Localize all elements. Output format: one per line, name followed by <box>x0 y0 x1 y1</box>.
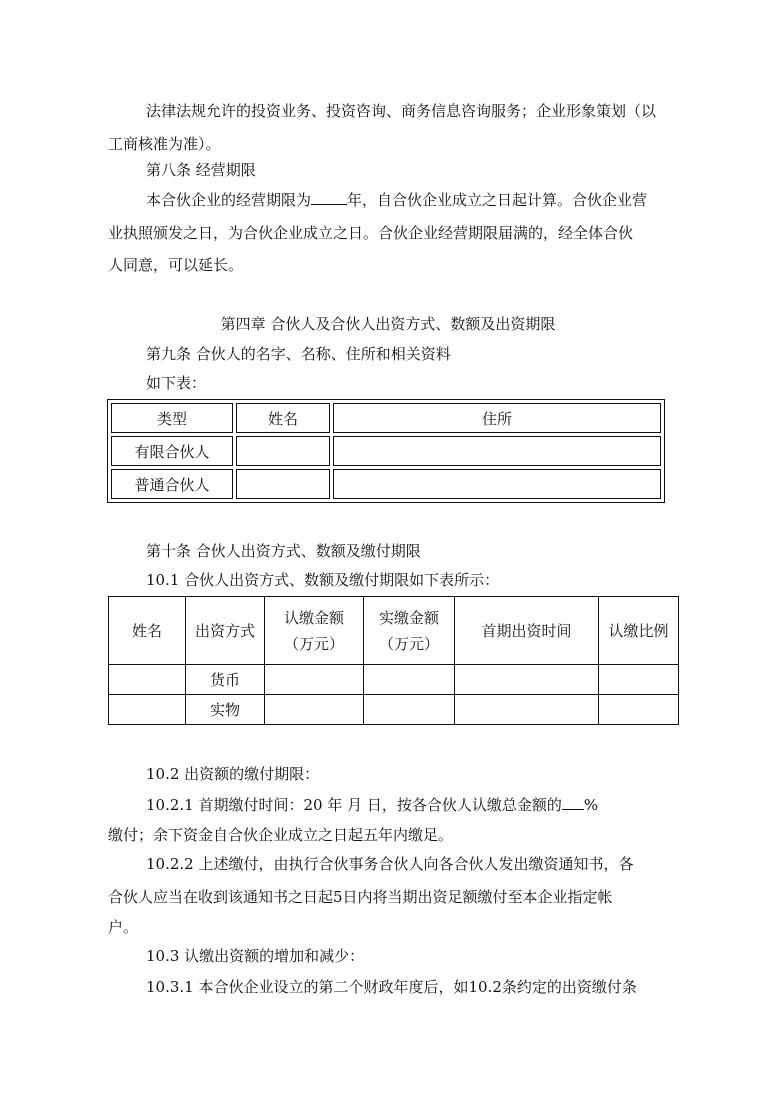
header-ratio: 认缴比例 <box>599 597 679 665</box>
row-type: 有限合伙人 <box>111 436 233 466</box>
header-address: 住所 <box>333 403 661 433</box>
header-paid-l1: 实缴金额 <box>378 608 439 627</box>
article-8-text-b: 年，自合伙企业成立之日起计算。合伙企业营 <box>347 191 648 209</box>
paragraph-line: 工商核准为准）。 <box>108 135 221 153</box>
table-row <box>111 469 661 499</box>
section-10-2-2-line-1: 10.2.2 上述缴付，由执行合伙事务合伙人向各合伙人发出缴资通知书，各 <box>146 855 634 873</box>
cell-subscribed <box>265 665 364 695</box>
table-header-row <box>109 597 679 665</box>
table-row <box>111 436 661 466</box>
header-first-time: 首期出资时间 <box>455 597 599 665</box>
cell-ratio <box>599 665 679 695</box>
cell-name <box>109 665 186 695</box>
cell-subscribed <box>265 695 364 725</box>
row-address <box>333 469 661 499</box>
section-10-2-1-text-a: 10.2.1 首期缴付时间：20 年 月 日，按各合伙人认缴总金额的 <box>146 796 562 814</box>
cell-ratio <box>599 695 679 725</box>
header-paid <box>364 597 455 665</box>
contribution-table <box>108 596 679 725</box>
section-10-2-1-line-1 <box>108 789 668 822</box>
article-9-title: 第九条 合伙人的名字、名称、住所和相关资料 <box>146 345 451 363</box>
article-8-line-1 <box>108 184 668 217</box>
header-paid-l2: （万元） <box>378 634 439 653</box>
header-subscribed <box>265 597 364 665</box>
section-10-1: 10.1 合伙人出资方式、数额及缴付期限如下表所示： <box>146 571 500 589</box>
section-10-2-1-text-b: % <box>583 796 599 814</box>
article-9-intro: 如下表： <box>146 374 207 392</box>
table-header-row <box>111 403 661 433</box>
article-10-title: 第十条 合伙人出资方式、数额及缴付期限 <box>146 542 421 560</box>
table-row <box>109 695 679 725</box>
article-8-line-3: 人同意，可以延长。 <box>108 256 244 274</box>
section-10-2-2-line-3: 户。 <box>108 918 139 936</box>
cell-name <box>109 695 186 725</box>
table-row <box>109 665 679 695</box>
cell-method: 货币 <box>186 665 265 695</box>
header-name: 姓名 <box>236 403 330 433</box>
row-type: 普通合伙人 <box>111 469 233 499</box>
section-10-3-1: 10.3.1 本合伙企业设立的第二个财政年度后，如10.2条约定的出资缴付条 <box>146 978 637 996</box>
header-subscribed-l1: 认缴金额 <box>283 608 344 627</box>
chapter-4-heading: 第四章 合伙人及合伙人出资方式、数额及出资期限 <box>220 315 556 333</box>
section-10-2-2-line-2: 合伙人应当在收到该通知书之日起5日内将当期出资足额缴付至本企业指定帐 <box>108 888 613 906</box>
cell-first-time <box>455 665 599 695</box>
blank-years <box>311 187 347 205</box>
article-8-line-2: 业执照颁发之日，为合伙企业成立之日。合伙企业经营期限届满的，经全体合伙 <box>108 224 634 242</box>
article-8-title: 第八条 经营期限 <box>146 161 256 179</box>
cell-paid <box>364 695 455 725</box>
blank-percent <box>562 792 584 810</box>
header-subscribed-l2: （万元） <box>283 634 344 653</box>
article-8-text-a: 本合伙企业的经营期限为 <box>146 191 312 209</box>
header-method: 出资方式 <box>186 597 265 665</box>
section-10-3: 10.3 认缴出资额的增加和减少： <box>146 947 365 965</box>
paragraph-line: 法律法规允许的投资业务、投资咨询、商务信息咨询服务；企业形象策划（以 <box>146 102 657 120</box>
cell-paid <box>364 665 455 695</box>
section-10-2-1-line-2: 缴付；余下资金自合伙企业成立之日起五年内缴足。 <box>108 826 454 844</box>
cell-method: 实物 <box>186 695 265 725</box>
cell-first-time <box>455 695 599 725</box>
partners-table <box>107 399 665 503</box>
section-10-2: 10.2 出资额的缴付期限： <box>146 765 320 783</box>
row-name <box>236 469 330 499</box>
row-address <box>333 436 661 466</box>
row-name <box>236 436 330 466</box>
header-name: 姓名 <box>109 597 186 665</box>
header-type: 类型 <box>111 403 233 433</box>
